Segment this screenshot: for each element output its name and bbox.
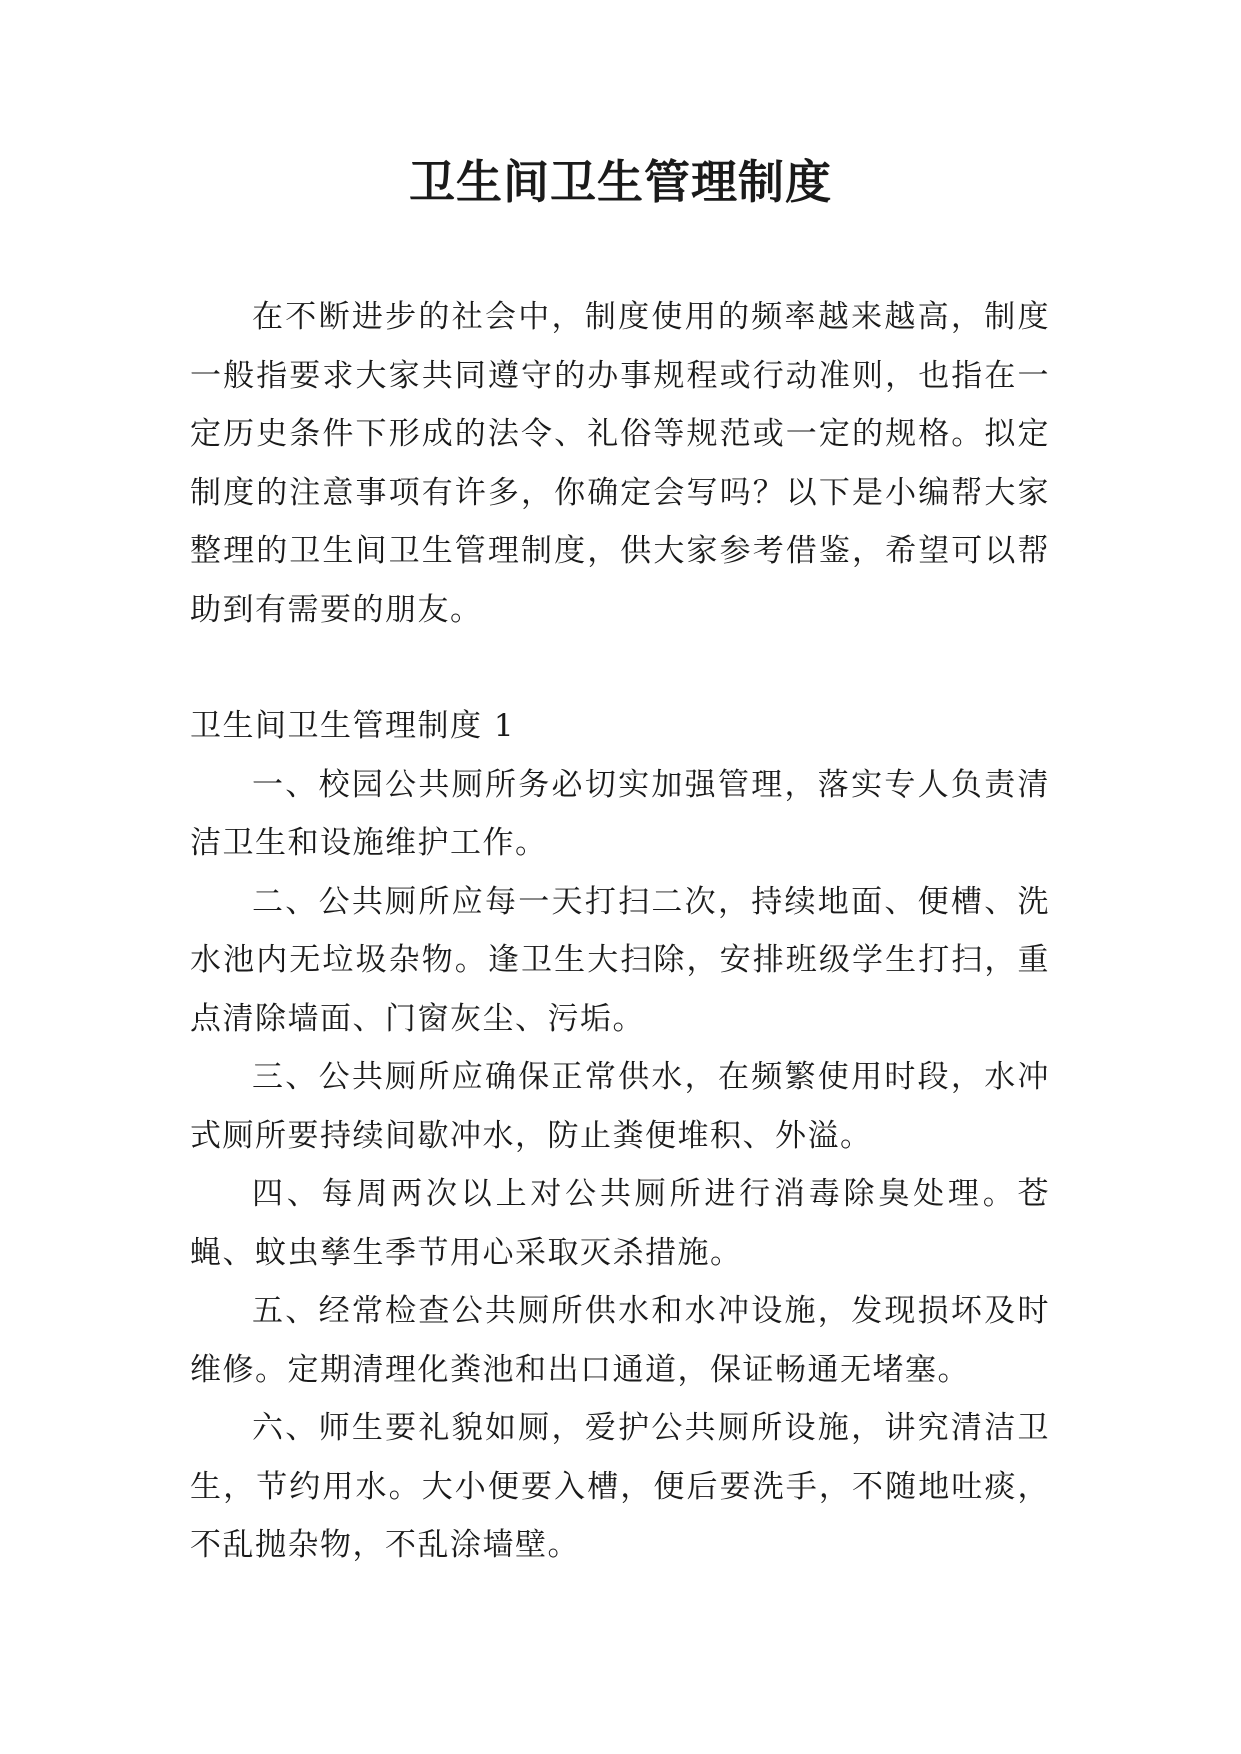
document-body <box>190 288 1050 1575</box>
intro-paragraph: 在不断进步的社会中，制度使用的频率越来越高，制度一般指要求大家共同遵守的办事规程或行动准则，也指在一定历史条件下形成的法令、礼俗等规范或一定的规格。拟定制度的注意事项有许多，你确定会写吗？以下是小编帮大家整理的卫生间卫生管理制度，供大家参考借鉴，希望可以帮助到有需要的朋友。 <box>190 299 1050 628</box>
rule-item-5: 五、经常检查公共厕所供水和水冲设施，发现损坏及时维修。定期清理化粪池和出口通道，保证畅通无堵塞。 <box>190 1293 1050 1388</box>
rule-item-6: 六、师生要礼貌如厕，爱护公共厕所设施，讲究清洁卫生，节约用水。大小便要入槽，便后要洗手，不随地吐痰，不乱抛杂物，不乱涂墙壁。 <box>190 1410 1050 1563</box>
section-heading: 卫生间卫生管理制度 1 <box>190 708 516 744</box>
rule-item-4: 四、每周两次以上对公共厕所进行消毒除臭处理。苍蝇、蚊虫孳生季节用心采取灭杀措施。 <box>190 1176 1050 1271</box>
rule-item-1: 一、校园公共厕所务必切实加强管理，落实专人负责清洁卫生和设施维护工作。 <box>190 766 1050 861</box>
rule-item-2: 二、公共厕所应每一天打扫二次，持续地面、便槽、洗水池内无垃圾杂物。逢卫生大扫除，安排班级学生打扫，重点清除墙面、门窗灰尘、污垢。 <box>190 883 1050 1037</box>
rule-item-3: 三、公共厕所应确保正常供水，在频繁使用时段，水冲式厕所要持续间歇冲水，防止粪便堆积、外溢。 <box>190 1059 1050 1154</box>
document-title: 卫生间卫生管理制度 <box>409 155 832 209</box>
